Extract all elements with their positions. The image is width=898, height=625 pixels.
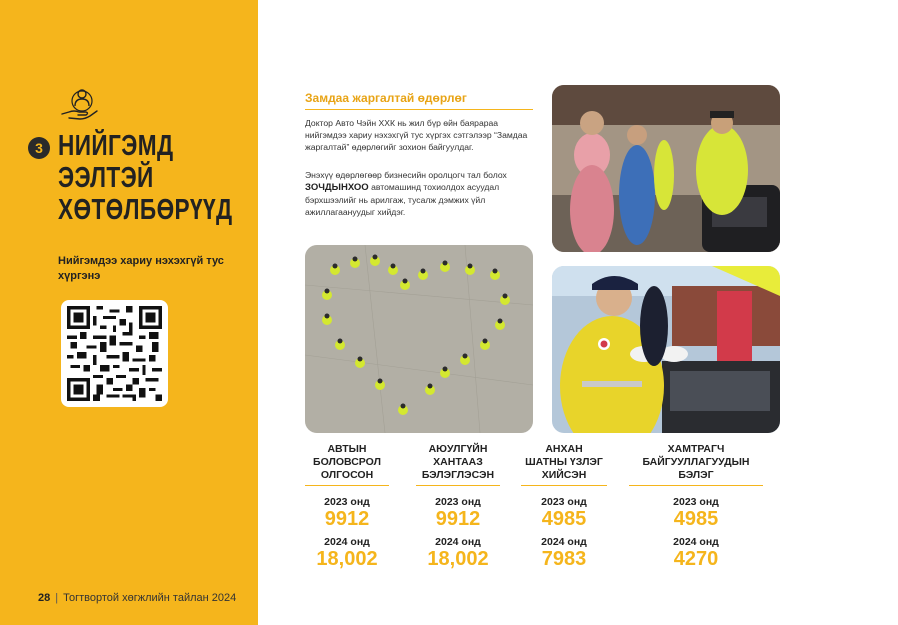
stat-value: 4270: [673, 548, 719, 570]
section-title-line: ЭЭЛТЭЙ: [58, 162, 154, 194]
stat-value: 4985: [541, 508, 587, 530]
section-number-badge: 3: [28, 137, 50, 159]
highlight-text: ЗОЧДЫНХОО: [305, 182, 369, 193]
stat-label: АВТЫН БОЛОВСРОЛ ОЛГОСОН: [305, 446, 389, 486]
stat-value: 18,002: [427, 548, 489, 570]
sidebar: [0, 0, 258, 625]
photo-car-inspection: [552, 85, 780, 252]
section-subtitle: Нийгэмдээ хариу нэхэхгүй тус хүргэнэ: [58, 255, 224, 282]
stat-year: 2023 онд: [673, 496, 719, 508]
stat-block: [416, 443, 500, 570]
section-title-line: НИЙГЭМД: [58, 130, 174, 162]
photo-team-heart-formation: [305, 245, 533, 433]
stat-value: 4985: [673, 508, 719, 530]
stat-label: ХАМТРАГЧ БАЙГУУЛЛАГУУДЫН БЭЛЭГ: [629, 446, 763, 486]
stat-value: 9912: [435, 508, 481, 530]
qr-code-card[interactable]: [61, 300, 168, 407]
article-paragraph: Доктор Авто Чэйн ХХК нь жил бүр өйн баярараа нийгэмдээ хариу нэхэхгүй тус хүргэх сэтгэлээр “Замдаа жаргалтай” өдөрлөгийг зохион байгуулдаг.: [305, 118, 528, 152]
stat-year: 2023 онд: [324, 496, 370, 508]
stat-value: 18,002: [316, 548, 378, 570]
stat-value: 7983: [541, 548, 587, 570]
stat-year: 2024 онд: [541, 536, 587, 548]
page-number: 28: [38, 592, 51, 604]
stat-year: 2024 онд: [673, 536, 719, 548]
article-paragraph: Энэхүү өдөрлөгөөр бизнесийн оролцогч тал болох ЗОЧДЫНХОО автомашинд тохиолдох асуудал бэрхшээлийг нь арилгаж, тусалж дэмжих үйл ажиллагаануудыг хийдэг.: [305, 170, 507, 217]
stat-value: 9912: [324, 508, 370, 530]
stat-year: 2024 онд: [324, 536, 370, 548]
report-title: Тогтвортой хөгжлийн тайлан 2024: [63, 592, 237, 604]
qr-code-icon[interactable]: [67, 306, 162, 401]
stat-label: АНХАН ШАТНЫ ҮЗЛЭГ ХИЙСЭН: [521, 446, 607, 486]
stat-block: [305, 443, 389, 570]
stat-block: [521, 443, 607, 570]
stat-label: АЮУЛГҮЙН ХАНТААЗ БЭЛЭГЛЭСЭН: [416, 446, 500, 486]
footer: [38, 592, 236, 604]
photo-engine-check: [552, 266, 780, 433]
stat-block: [629, 443, 763, 570]
stat-year: 2024 онд: [435, 536, 481, 548]
article-title: Замдаа жаргалтай өдөрлөг: [305, 91, 533, 110]
stat-year: 2023 онд: [541, 496, 587, 508]
section-title: [58, 130, 233, 226]
stat-year: 2023 онд: [435, 496, 481, 508]
footer-separator: |: [55, 592, 59, 604]
hand-person-icon: [60, 84, 100, 124]
section-title-line: ХӨТӨЛБӨРҮҮД: [58, 194, 233, 226]
